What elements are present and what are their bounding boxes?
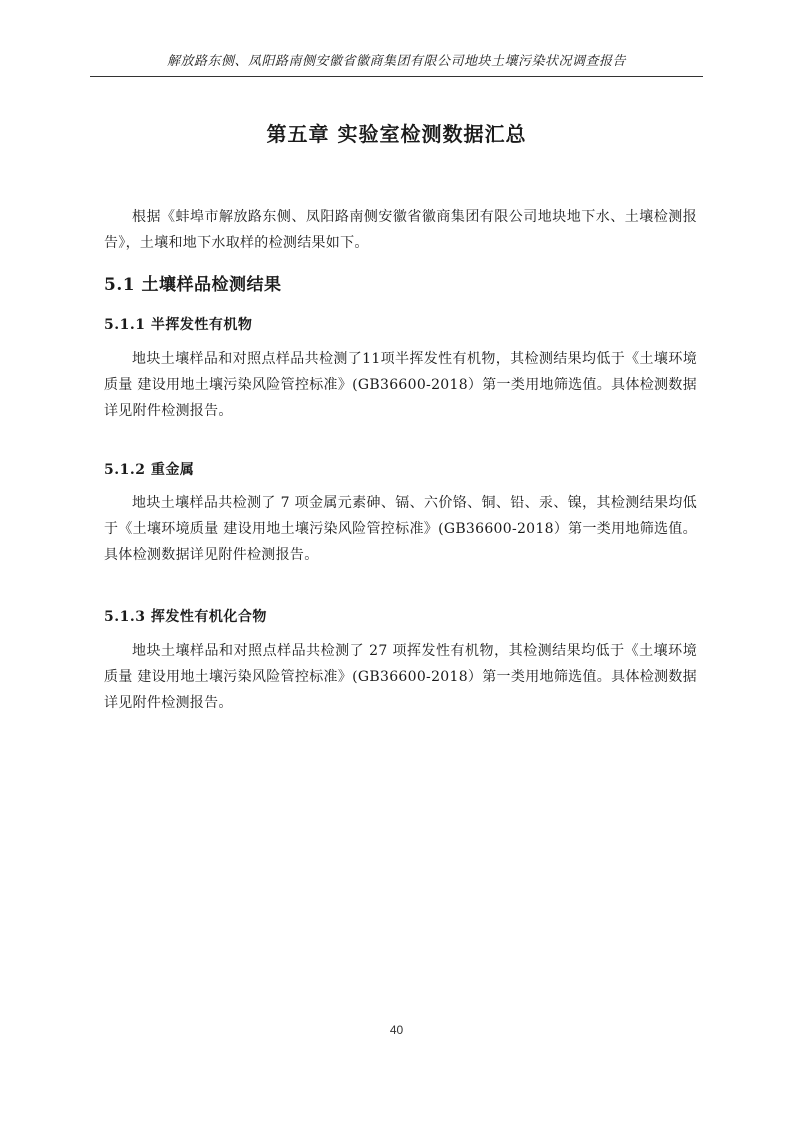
paragraph-5-1-2: 地块土壤样品共检测了 7 项金属元素砷、镉、六价铬、铜、铅、汞、镍，其检测结果均低于《土壤环境质量 建设用地土壤污染风险管控标准》(GB36600-2018）第一类用地筛选值。具体检测数据详见附件检测报告。 bbox=[104, 495, 697, 563]
chapter-title: 第五章 实验室检测数据汇总 bbox=[266, 122, 527, 146]
paragraph-5-1-3: 地块土壤样品和对照点样品共检测了 27 项挥发性有机物，其检测结果均低于《土壤环境质量 建设用地土壤污染风险管控标准》(GB36600-2018）第一类用地筛选值。具体检测数据详见附件检测报告。 bbox=[104, 643, 697, 711]
intro-paragraph: 根据《蚌埠市解放路东侧、凤阳路南侧安徽省徽商集团有限公司地块地下水、土壤检测报告》，土壤和地下水取样的检测结果如下。 bbox=[104, 209, 697, 251]
sub-heading-5-1-2: 5.1.2 重金属 bbox=[104, 462, 195, 478]
sub-heading-5-1-1: 5.1.1 半挥发性有机物 bbox=[104, 317, 253, 333]
paragraph-5-1-1: 地块土壤样品和对照点样品共检测了11项半挥发性有机物，其检测结果均低于《土壤环境质量 建设用地土壤污染风险管控标准》(GB36600-2018）第一类用地筛选值。具体检测数据详见附件检测报告。 bbox=[104, 351, 697, 419]
sub-heading-5-1-3: 5.1.3 挥发性有机化合物 bbox=[104, 609, 267, 625]
section-heading-5-1: 5.1 土壤样品检测结果 bbox=[104, 275, 282, 295]
page-number: 40 bbox=[389, 1023, 404, 1037]
page-header: 解放路东侧、凤阳路南侧安徽省徽商集团有限公司地块土壤污染状况调查报告 bbox=[90, 50, 703, 77]
